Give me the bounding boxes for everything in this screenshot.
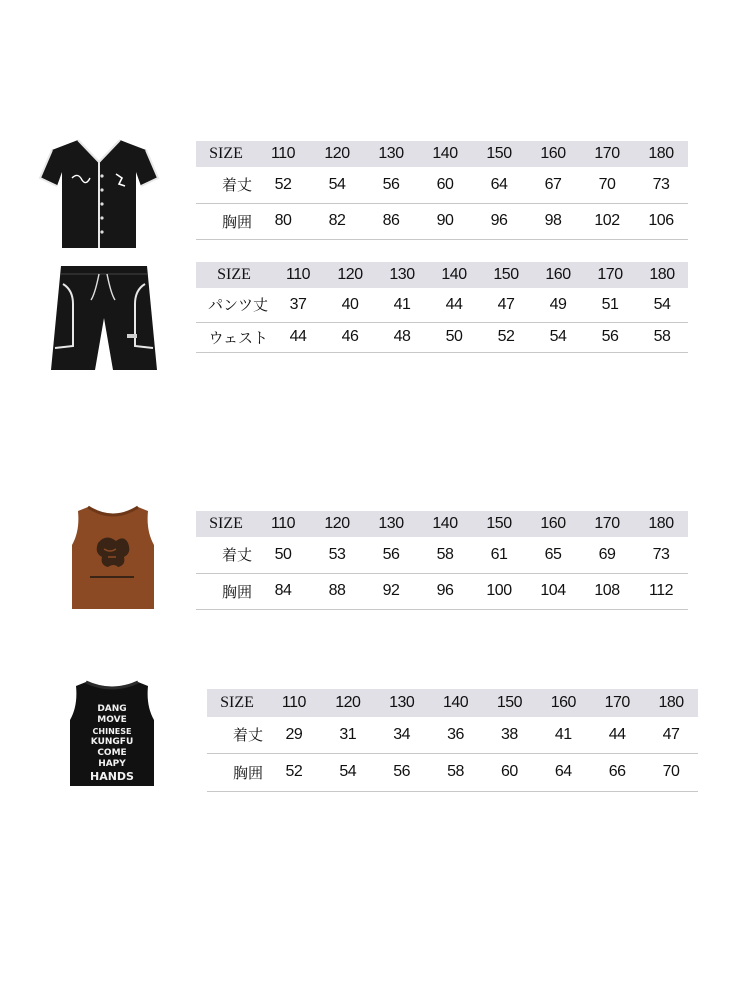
- measurement-value: 54: [636, 288, 688, 322]
- size-value: 140: [418, 141, 472, 167]
- measurement-value: 60: [418, 167, 472, 203]
- size-value: 170: [580, 141, 634, 167]
- measurement-label: 胸囲: [196, 573, 256, 609]
- size-value: 180: [634, 511, 688, 537]
- measurement-value: 41: [536, 717, 590, 753]
- measurement-value: 47: [644, 717, 698, 753]
- vest-print-line: HANDS: [90, 770, 134, 783]
- measurement-value: 56: [375, 753, 429, 791]
- black-vest-icon: [66, 680, 158, 788]
- size-value: 160: [536, 689, 590, 717]
- measurement-value: 88: [310, 573, 364, 609]
- measurement-label: 着丈: [196, 167, 256, 203]
- size-table-brown-vest: [196, 511, 688, 610]
- measurement-row: [196, 167, 688, 203]
- measurement-row: [196, 288, 688, 322]
- measurement-value: 29: [267, 717, 321, 753]
- measurement-value: 58: [429, 753, 483, 791]
- measurement-value: 46: [324, 322, 376, 352]
- measurement-value: 70: [644, 753, 698, 791]
- size-value: 140: [428, 262, 480, 288]
- measurement-value: 96: [472, 203, 526, 239]
- size-value: 120: [310, 141, 364, 167]
- measurement-value: 98: [526, 203, 580, 239]
- measurement-value: 36: [429, 717, 483, 753]
- size-value: 170: [584, 262, 636, 288]
- measurement-value: 82: [310, 203, 364, 239]
- measurement-value: 54: [310, 167, 364, 203]
- measurement-value: 51: [584, 288, 636, 322]
- measurement-value: 44: [590, 717, 644, 753]
- size-value: 160: [532, 262, 584, 288]
- measurement-value: 54: [321, 753, 375, 791]
- measurement-value: 73: [634, 537, 688, 573]
- measurement-value: 52: [256, 167, 310, 203]
- brown-vest-icon: [68, 505, 158, 613]
- size-value: 110: [267, 689, 321, 717]
- measurement-value: 52: [480, 322, 532, 352]
- measurement-value: 31: [321, 717, 375, 753]
- size-table-shirt: [196, 141, 688, 240]
- measurement-value: 64: [472, 167, 526, 203]
- vest-print-line: KUNGFU: [90, 737, 134, 747]
- measurement-value: 108: [580, 573, 634, 609]
- measurement-value: 40: [324, 288, 376, 322]
- baseball-shirt-icon: [38, 136, 160, 252]
- measurement-value: 96: [418, 573, 472, 609]
- measurement-row: [196, 203, 688, 239]
- vest-print-line: CHINESE: [92, 727, 132, 736]
- size-header-row: [196, 141, 688, 167]
- size-value: 150: [483, 689, 537, 717]
- size-value: 110: [272, 262, 324, 288]
- size-value: 150: [472, 141, 526, 167]
- measurement-value: 104: [526, 573, 580, 609]
- measurement-value: 44: [272, 322, 324, 352]
- measurement-value: 34: [375, 717, 429, 753]
- measurement-value: 60: [483, 753, 537, 791]
- measurement-row: [207, 717, 698, 753]
- measurement-value: 69: [580, 537, 634, 573]
- measurement-value: 58: [636, 322, 688, 352]
- measurement-value: 66: [590, 753, 644, 791]
- size-value: 130: [376, 262, 428, 288]
- size-header-row: [196, 262, 688, 288]
- measurement-value: 100: [472, 573, 526, 609]
- size-value: 160: [526, 141, 580, 167]
- measurement-value: 90: [418, 203, 472, 239]
- measurement-label: パンツ丈: [196, 288, 272, 322]
- size-label: SIZE: [207, 689, 267, 717]
- measurement-value: 80: [256, 203, 310, 239]
- measurement-value: 112: [634, 573, 688, 609]
- measurement-value: 106: [634, 203, 688, 239]
- size-value: 130: [364, 511, 418, 537]
- size-table-black-vest: [207, 689, 698, 792]
- measurement-label: 着丈: [207, 717, 267, 753]
- size-value: 120: [324, 262, 376, 288]
- measurement-label: 胸囲: [196, 203, 256, 239]
- shorts-icon: [47, 262, 161, 374]
- measurement-value: 48: [376, 322, 428, 352]
- measurement-value: 38: [483, 717, 537, 753]
- measurement-value: 84: [256, 573, 310, 609]
- measurement-value: 73: [634, 167, 688, 203]
- measurement-label: ウェスト: [196, 322, 272, 352]
- vest-print-line: MOVE: [97, 715, 127, 725]
- measurement-value: 56: [584, 322, 636, 352]
- measurement-value: 70: [580, 167, 634, 203]
- measurement-value: 65: [526, 537, 580, 573]
- size-value: 110: [256, 141, 310, 167]
- measurement-value: 86: [364, 203, 418, 239]
- measurement-value: 58: [418, 537, 472, 573]
- size-header-row: [196, 511, 688, 537]
- vest-print-line: COME: [97, 748, 127, 758]
- measurement-value: 61: [472, 537, 526, 573]
- measurement-value: 54: [532, 322, 584, 352]
- measurement-value: 49: [532, 288, 584, 322]
- size-value: 140: [418, 511, 472, 537]
- measurement-value: 47: [480, 288, 532, 322]
- vest-print-line: HAPY: [98, 759, 126, 769]
- size-header-row: [207, 689, 698, 717]
- size-label: SIZE: [196, 141, 256, 167]
- measurement-row: [207, 753, 698, 791]
- size-value: 120: [321, 689, 375, 717]
- measurement-label: 着丈: [196, 537, 256, 573]
- measurement-value: 50: [428, 322, 480, 352]
- size-value: 110: [256, 511, 310, 537]
- size-value: 170: [580, 511, 634, 537]
- measurement-value: 50: [256, 537, 310, 573]
- measurement-value: 52: [267, 753, 321, 791]
- measurement-value: 64: [536, 753, 590, 791]
- size-label: SIZE: [196, 262, 272, 288]
- measurement-value: 67: [526, 167, 580, 203]
- size-value: 160: [526, 511, 580, 537]
- size-value: 150: [472, 511, 526, 537]
- measurement-value: 37: [272, 288, 324, 322]
- size-value: 130: [364, 141, 418, 167]
- vest-print-line: DANG: [97, 704, 127, 714]
- measurement-value: 44: [428, 288, 480, 322]
- measurement-value: 56: [364, 167, 418, 203]
- measurement-value: 102: [580, 203, 634, 239]
- measurement-value: 53: [310, 537, 364, 573]
- measurement-row: [196, 537, 688, 573]
- measurement-value: 56: [364, 537, 418, 573]
- size-value: 130: [375, 689, 429, 717]
- measurement-value: 92: [364, 573, 418, 609]
- size-value: 150: [480, 262, 532, 288]
- size-value: 170: [590, 689, 644, 717]
- measurement-value: 41: [376, 288, 428, 322]
- size-label: SIZE: [196, 511, 256, 537]
- size-table-shorts: [196, 262, 688, 353]
- size-value: 180: [644, 689, 698, 717]
- size-value: 180: [634, 141, 688, 167]
- size-value: 120: [310, 511, 364, 537]
- size-value: 180: [636, 262, 688, 288]
- measurement-row: [196, 573, 688, 609]
- measurement-row: [196, 322, 688, 352]
- measurement-label: 胸囲: [207, 753, 267, 791]
- size-value: 140: [429, 689, 483, 717]
